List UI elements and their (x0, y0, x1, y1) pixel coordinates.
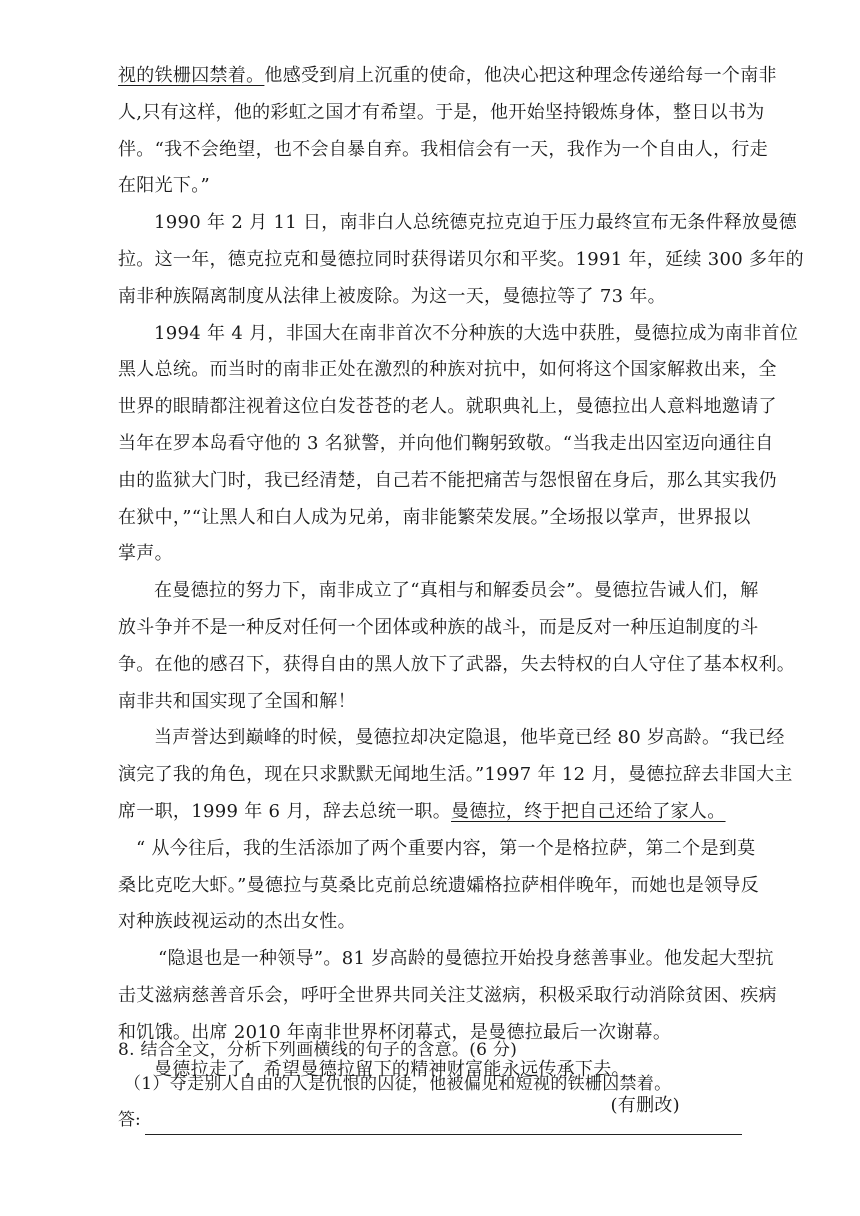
document-page (118, 58, 804, 1125)
paragraph-3-line-4: 当年在罗本岛看守他的 3 名狱警，并向他们鞠躬致敬。“当我走出囚室迈向通往自 (118, 432, 774, 454)
paragraph-4-line-1: 在曼德拉的努力下，南非成立了“真相与和解委员会”。曼德拉告诫人们，解 (154, 580, 759, 602)
paragraph-1-line-3: 伴。“我不会绝望，也不会自暴自弃。我相信会有一天，我作为一个自由人，行走 (118, 138, 768, 160)
paragraph-text: 席一职，1999 年 6 月，辞去总统一职。 (118, 800, 452, 822)
paragraph-6-line-3: 对种族歧视运动的杰出女性。 (118, 911, 356, 933)
answer-label: 答: (118, 1110, 141, 1130)
paragraph-3-line-3: 世界的眼睛都注视着这位白发苍苍的老人。就职典礼上，曼德拉出人意料地邀请了 (118, 396, 777, 418)
question-sub-1: （1）夺走别人自由的人是仇恨的囚徒，他被偏见和短视的铁栅囚禁着。 (124, 1074, 672, 1094)
paragraph-4-line-2: 放斗争并不是一种反对任何一个团体或种族的战斗，而是反对一种压迫制度的斗 (118, 616, 759, 638)
paragraph-7-line-1: “隐退也是一种领导”。81 岁高龄的曼德拉开始投身慈善事业。他发起大型抗 (158, 948, 774, 970)
paragraph-4-line-3: 争。在他的感召下，获得自由的黑人放下了武器，失去特权的白人守住了基本权利。 (118, 653, 796, 675)
paragraph-1-line-1 (118, 58, 777, 95)
paragraph-3-line-7: 掌声。 (118, 543, 173, 565)
paragraph-3-line-6: 在狱中，”“让黑人和白人成为兄弟，南非能繁荣发展。”全场报以掌声，世界报以 (118, 506, 751, 528)
question-section (118, 1033, 742, 1135)
paragraph-7-line-3: 和饥饿。出席 2010 年南非世界杯闭幕式，是曼德拉最后一次谢幕。 (118, 1021, 672, 1043)
paragraph-7-line-2: 击艾滋病慈善音乐会，呼吁全世界共同关注艾滋病，积极采取行动消除贫困、疾病 (118, 984, 777, 1006)
paragraph-5-line-3 (118, 794, 742, 831)
paragraph-5-line-1: 当声誉达到巅峰的时候，曼德拉却决定隐退，他毕竟已经 80 岁高龄。“我已经 (154, 727, 785, 749)
paragraph-8-line-1: 曼德拉走了，希望曼德拉留下的精神财富能永远传承下去。 (154, 1058, 630, 1080)
question-title: 8. 结合全文，分析下列画横线的句子的含意。(6 分) (118, 1040, 518, 1060)
paragraph-2-line-3: 南非种族隔离制度从法律上被废除。为这一天，曼德拉等了 73 年。 (118, 285, 666, 307)
answer-row (118, 1101, 742, 1135)
paragraph-6-line-1: “ 从今往后，我的生活添加了两个重要内容，第一个是格拉萨，第二个是到莫 (136, 837, 756, 859)
paragraph-3-line-5: 由的监狱大门时，我已经清楚，自己若不能把痛苦与怨恨留在身后，那么其实我仍 (118, 469, 777, 491)
underlined-sentence: 视的铁栅囚禁着。 (118, 65, 265, 86)
answer-input-line[interactable] (145, 1108, 742, 1135)
paragraph-text: 他感受到肩上沉重的使命，他决心把这种理念传递给每一个南非 (264, 65, 777, 86)
paragraph-1-line-4: 在阳光下。” (118, 175, 211, 197)
underlined-sentence: 曼德拉，终于把自己还给了家人。 (451, 800, 726, 822)
paragraph-6-line-2: 桑比克吃大虾。”曼德拉与莫桑比克前总统遗孀格拉萨相伴晚年，而她也是领导反 (118, 874, 759, 896)
source-note: (有删改) (610, 1095, 680, 1117)
paragraph-1-line-2: 人,只有这样，他的彩虹之国才有希望。于是，他开始坚持锻炼身体，整日以书为 (118, 101, 765, 123)
paragraph-4-line-4: 南非共和国实现了全国和解！ (118, 690, 356, 712)
paragraph-3-line-1: 1994 年 4 月，非国大在南非首次不分种族的大选中获胜，曼德拉成为南非首位 (154, 322, 799, 344)
paragraph-3-line-2: 黑人总统。而当时的南非正处在激烈的种族对抗中，如何将这个国家解救出来，全 (118, 359, 777, 381)
paragraph-2-line-2: 拉。这一年，德克拉克和曼德拉同时获得诺贝尔和平奖。1991 年，延续 300 多年的 (118, 248, 804, 270)
paragraph-5-line-2: 演完了我的角色，现在只求默默无闻地生活。”1997 年 12 月，曼德拉辞去非国大主 (118, 764, 793, 786)
paragraph-2-line-1: 1990 年 2 月 11 日，南非白人总统德克拉克迫于压力最终宣布无条件释放曼德 (154, 212, 798, 234)
